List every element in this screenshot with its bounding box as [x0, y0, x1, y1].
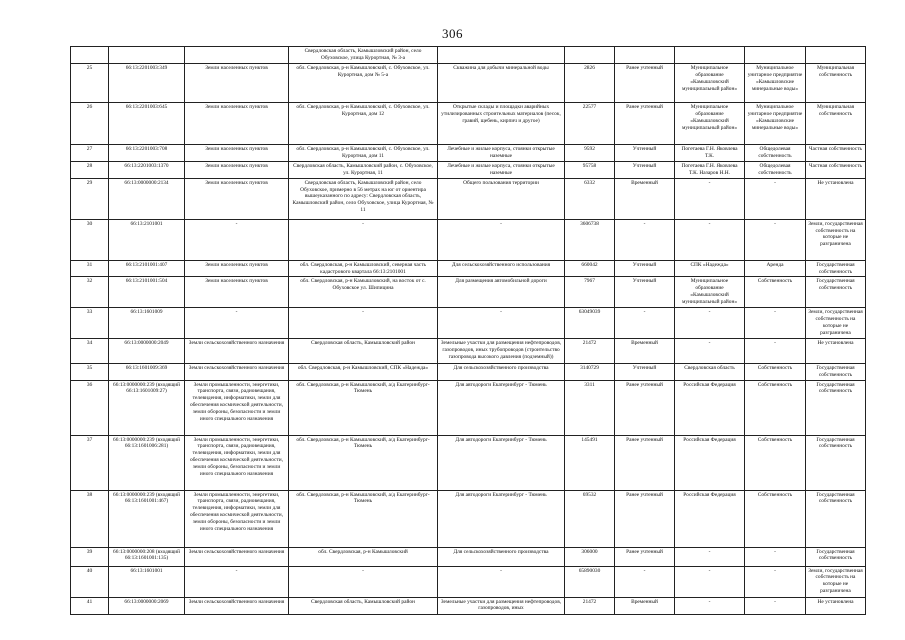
area-cell: 660042 — [565, 260, 615, 277]
area-cell: 7967 — [565, 277, 615, 308]
area-cell: 63049039 — [565, 308, 615, 339]
address-cell: - — [289, 308, 438, 339]
owner-cell: Российская Федерация — [675, 435, 745, 490]
permitted-use-cell: Общего пользования территории — [438, 178, 565, 219]
table-row — [71, 47, 866, 64]
cadastral-number-cell: 66:13:0000000:2049 — [109, 338, 185, 363]
land-category-cell: Земли населенных пунктов — [185, 178, 289, 219]
land-category-cell: Земли сельскохозяйственного назначения — [185, 363, 289, 380]
address-cell: обл. Свердловская, р-н Камышловский — [289, 547, 438, 566]
status-cell: Ранее учтенный — [615, 102, 675, 144]
address-cell: - — [289, 219, 438, 260]
area-cell: 21472 — [565, 597, 615, 614]
table-row — [71, 490, 866, 547]
area-cell: 3606738 — [565, 219, 615, 260]
row-number-cell: 41 — [71, 597, 109, 614]
land-category-cell: Земли населенных пунктов — [185, 102, 289, 144]
right-type-cell: Собственность — [745, 363, 806, 380]
cadastral-number-cell: 66:13:2101001 — [109, 219, 185, 260]
status-cell: Учтенный — [615, 161, 675, 178]
ownership-form-cell: Земли, государственная собственность на которые не разграничена — [806, 308, 866, 339]
cadastral-number-cell: 66:13:0000000:239 (входящий 66:13:1601001:467) — [109, 490, 185, 547]
row-number-cell: 32 — [71, 277, 109, 308]
table-row — [71, 597, 866, 614]
owner-cell: - — [675, 338, 745, 363]
row-number-cell: 36 — [71, 380, 109, 435]
permitted-use-cell: - — [438, 566, 565, 597]
row-number-cell: 26 — [71, 102, 109, 144]
row-number-cell: 27 — [71, 144, 109, 161]
table-row — [71, 63, 866, 102]
permitted-use-cell: Открытые склады и площадки аварийных утилизированных строительных материалов (песок, гравий, щебень, кирпич и другое) — [438, 102, 565, 144]
owner-cell: Российская Федерация — [675, 380, 745, 435]
table-row — [71, 161, 866, 178]
right-type-cell: - — [745, 308, 806, 339]
status-cell: Временный — [615, 178, 675, 219]
permitted-use-cell: Для автодороги Екатеринбург - Тюмень — [438, 490, 565, 547]
cadastral-number-cell: 66:13:2201003:708 — [109, 144, 185, 161]
status-cell: Учтенный — [615, 144, 675, 161]
right-type-cell: Общедолевая собственность — [745, 161, 806, 178]
address-cell: Свердловская область, Камышловский район — [289, 338, 438, 363]
area-cell: 3140729 — [565, 363, 615, 380]
ownership-form-cell: Не установлена — [806, 178, 866, 219]
cadastral-number-cell: 66:13:0000000:2134 — [109, 178, 185, 219]
status-cell: Учтенный — [615, 277, 675, 308]
table-row — [71, 260, 866, 277]
land-category-cell: Земли сельскохозяйственного назначения — [185, 338, 289, 363]
permitted-use-cell: Скважина для добычи минеральной воды — [438, 63, 565, 102]
permitted-use-cell: Для сельскохозяйственного производства — [438, 363, 565, 380]
permitted-use-cell: Для автодороги Екатеринбург - Тюмень — [438, 380, 565, 435]
area-cell: 22577 — [565, 102, 615, 144]
row-number-cell: 33 — [71, 308, 109, 339]
address-cell: обл. Свердловская, р-н Камышловский, с. Обуховское, ул. Курортная, дом № 5-а — [289, 63, 438, 102]
cadastral-number-cell — [109, 47, 185, 64]
table-row — [71, 338, 866, 363]
right-type-cell: Муниципальное унитарное предприятие «Камышловские минеральные воды» — [745, 63, 806, 102]
land-plots-table — [70, 46, 866, 615]
row-number-cell: 38 — [71, 490, 109, 547]
address-cell: обл. Свердловская, р-н Камышловский, а/д Екатеринбург-Тюмень — [289, 380, 438, 435]
area-cell: 2826 — [565, 63, 615, 102]
status-cell: - — [615, 308, 675, 339]
owner-cell: Муниципальное образование «Камышловский муниципальный район» — [675, 102, 745, 144]
row-number-cell: 30 — [71, 219, 109, 260]
address-cell: обл. Свердловская, р-н Камышловский, а/д Екатеринбург-Тюмень — [289, 490, 438, 547]
right-type-cell — [745, 47, 806, 64]
permitted-use-cell: Лечебные и жилые корпуса, стоянки открытые наземные — [438, 144, 565, 161]
land-category-cell: Земли населенных пунктов — [185, 144, 289, 161]
land-category-cell: Земли населенных пунктов — [185, 260, 289, 277]
row-number-cell: 29 — [71, 178, 109, 219]
table-row — [71, 178, 866, 219]
cadastral-number-cell: 66:13:1601009:369 — [109, 363, 185, 380]
ownership-form-cell: Государственная собственность — [806, 277, 866, 308]
row-number-cell: 37 — [71, 435, 109, 490]
table-row — [71, 435, 866, 490]
address-cell: обл. Свердловская, р-н Камышловский, СПК «Надежда» — [289, 363, 438, 380]
table-row — [71, 308, 866, 339]
owner-cell: Погетаева Г.Н. Яковлева Т.К. Назаров Н.Н. — [675, 161, 745, 178]
address-cell: обл. Свердловская, р-н Камышловский, с. Обуховское, ул. Курортная, дом 12 — [289, 102, 438, 144]
cadastral-number-cell: 66:13:2101001:504 — [109, 277, 185, 308]
address-cell: Свердловская область, Камышловский район, село Обуховское, улица Курортная, № 3-а — [289, 47, 438, 64]
table-row — [71, 277, 866, 308]
cadastral-number-cell: 66:13:0000000:208 (входящий 66:13:1601001:135) — [109, 547, 185, 566]
land-category-cell: - — [185, 219, 289, 260]
owner-cell: - — [675, 566, 745, 597]
address-cell: обл. Свердловская, р-н Камышловский, северная часть кадастрового квартала 66:13:2101001 — [289, 260, 438, 277]
status-cell: Учтенный — [615, 260, 675, 277]
right-type-cell: Собственность — [745, 277, 806, 308]
area-cell: 6332 — [565, 178, 615, 219]
ownership-form-cell: Государственная собственность — [806, 260, 866, 277]
status-cell: - — [615, 566, 675, 597]
permitted-use-cell: Для автодороги Екатеринбург - Тюмень — [438, 435, 565, 490]
permitted-use-cell: Земельные участки для размещения нефтепроводов, газопроводов, иных — [438, 597, 565, 614]
ownership-form-cell: Земли, государственная собственность на которые не разграничена — [806, 566, 866, 597]
ownership-form-cell: Государственная собственность — [806, 380, 866, 435]
permitted-use-cell: Для сельскохозяйственного производства — [438, 547, 565, 566]
status-cell: Ранее учтенный — [615, 63, 675, 102]
right-type-cell: Общедолевая собственность — [745, 144, 806, 161]
owner-cell: - — [675, 219, 745, 260]
address-cell: Свердловская область, Камышловский район, с. Обуховское, ул. Курортная, 11 — [289, 161, 438, 178]
status-cell: Ранее учтенный — [615, 490, 675, 547]
area-cell: 69532 — [565, 490, 615, 547]
status-cell: Ранее учтенный — [615, 547, 675, 566]
row-number-cell: 40 — [71, 566, 109, 597]
right-type-cell: Муниципальное унитарное предприятие «Камышловские минеральные воды» — [745, 102, 806, 144]
land-category-cell: Земли населенных пунктов — [185, 63, 289, 102]
area-cell: 9592 — [565, 144, 615, 161]
right-type-cell: - — [745, 547, 806, 566]
table-row — [71, 102, 866, 144]
land-category-cell: Земли населенных пунктов — [185, 161, 289, 178]
land-category-cell: Земли промышленности, энергетики, транспорта, связи, радиовещания, телевидения, информатики, земли для обеспечения космической деятельности, земли обороны, безопасности и земли иного специального назначения — [185, 435, 289, 490]
row-number-cell: 25 — [71, 63, 109, 102]
table-row — [71, 547, 866, 566]
table-row — [71, 380, 866, 435]
cadastral-number-cell: 66:13:0000000:239 (входящий 66:13:1601006:281) — [109, 435, 185, 490]
right-type-cell: - — [745, 178, 806, 219]
status-cell: Ранее учтенный — [615, 435, 675, 490]
address-cell: обл. Свердловская, р-н Камышловский, с. Обуховское, ул. Курортная, дом 11 — [289, 144, 438, 161]
area-cell: 306000 — [565, 547, 615, 566]
right-type-cell: - — [745, 566, 806, 597]
cadastral-number-cell: 66:13:2101001:407 — [109, 260, 185, 277]
status-cell: Временный — [615, 338, 675, 363]
row-number-cell — [71, 47, 109, 64]
row-number-cell: 39 — [71, 547, 109, 566]
owner-cell: Свердловская область — [675, 363, 745, 380]
land-category-cell: Земли сельскохозяйственного назначения — [185, 547, 289, 566]
owner-cell: - — [675, 547, 745, 566]
permitted-use-cell — [438, 47, 565, 64]
address-cell: обл. Свердловская, р-н Камышловский, на восток от с. Обуховское ул. Шипицина — [289, 277, 438, 308]
table-row — [71, 144, 866, 161]
row-number-cell: 34 — [71, 338, 109, 363]
owner-cell: Погетаева Г.Н. Яковлева Т.К. — [675, 144, 745, 161]
table-row — [71, 219, 866, 260]
ownership-form-cell: Частная собственность — [806, 144, 866, 161]
right-type-cell: - — [745, 597, 806, 614]
right-type-cell: - — [745, 338, 806, 363]
ownership-form-cell: Государственная собственность — [806, 490, 866, 547]
right-type-cell: Собственность — [745, 435, 806, 490]
ownership-form-cell: Государственная собственность — [806, 363, 866, 380]
ownership-form-cell: Муниципальная собственность — [806, 63, 866, 102]
owner-cell: - — [675, 178, 745, 219]
table-row — [71, 566, 866, 597]
cadastral-number-cell: 66:13:1601009 — [109, 308, 185, 339]
right-type-cell: Собственность — [745, 380, 806, 435]
permitted-use-cell: - — [438, 219, 565, 260]
ownership-form-cell: Частная собственность — [806, 161, 866, 178]
owner-cell: - — [675, 597, 745, 614]
row-number-cell: 31 — [71, 260, 109, 277]
cadastral-number-cell: 66:13:2201003:1370 — [109, 161, 185, 178]
cadastral-number-cell: 66:13:0000000:239 (входящий 66:13:1601009:27) — [109, 380, 185, 435]
permitted-use-cell: Для сельскохозяйственного использования — [438, 260, 565, 277]
ownership-form-cell: Государственная собственность — [806, 435, 866, 490]
area-cell: 145491 — [565, 435, 615, 490]
owner-cell: СПК «Надежда» — [675, 260, 745, 277]
area-cell: 95758 — [565, 161, 615, 178]
permitted-use-cell: Лечебные и жилые корпуса, стоянки открытые наземные — [438, 161, 565, 178]
table-row — [71, 363, 866, 380]
ownership-form-cell: Муниципальная собственность — [806, 102, 866, 144]
cadastral-number-cell: 66:13:1601001 — [109, 566, 185, 597]
address-cell: Свердловская область, Камышловский район — [289, 597, 438, 614]
owner-cell: - — [675, 308, 745, 339]
status-cell: Ранее учтенный — [615, 380, 675, 435]
land-category-cell: - — [185, 308, 289, 339]
land-category-cell: Земли промышленности, энергетики, транспорта, связи, радиовещания, телевидения, информатики, земли для обеспечения космической деятельности, земли обороны, безопасности и земли иного специального назначения — [185, 490, 289, 547]
permitted-use-cell: Для размещения автомобильной дороги — [438, 277, 565, 308]
status-cell: Учтенный — [615, 363, 675, 380]
ownership-form-cell: Земли, государственная собственность на которые не разграничена — [806, 219, 866, 260]
land-category-cell: - — [185, 566, 289, 597]
owner-cell: Российская Федерация — [675, 490, 745, 547]
status-cell: - — [615, 219, 675, 260]
land-category-cell: Земли населенных пунктов — [185, 277, 289, 308]
right-type-cell: Собственность — [745, 490, 806, 547]
ownership-form-cell — [806, 47, 866, 64]
page-number: 306 — [442, 26, 463, 41]
area-cell — [565, 47, 615, 64]
area-cell: 21472 — [565, 338, 615, 363]
status-cell — [615, 47, 675, 64]
cadastral-number-cell: 66:13:2201003:349 — [109, 63, 185, 102]
land-category-cell: Земли промышленности, энергетики, транспорта, связи, радиовещания, телевидения, информатики, земли для обеспечения космической деятельности, земли обороны, безопасности и земли иного специального назначения — [185, 380, 289, 435]
status-cell: Временный — [615, 597, 675, 614]
row-number-cell: 35 — [71, 363, 109, 380]
permitted-use-cell: - — [438, 308, 565, 339]
cadastral-number-cell: 66:13:0000000:2069 — [109, 597, 185, 614]
ownership-form-cell: Государственная собственность — [806, 547, 866, 566]
area-cell: 3311 — [565, 380, 615, 435]
cadastral-number-cell: 66:13:2201003:645 — [109, 102, 185, 144]
owner-cell — [675, 47, 745, 64]
address-cell: обл. Свердловская, р-н Камышловский, а/д Екатеринбург-Тюмень — [289, 435, 438, 490]
owner-cell: Муниципальное образование «Камышловский муниципальный район» — [675, 63, 745, 102]
row-number-cell: 28 — [71, 161, 109, 178]
owner-cell: Муниципальное образование «Камышловский муниципальный район» — [675, 277, 745, 308]
right-type-cell: Аренда — [745, 260, 806, 277]
ownership-form-cell: Не установлена — [806, 597, 866, 614]
permitted-use-cell: Земельные участки для размещения нефтепроводов, газопроводов, иных трубопроводов (строительство газопровода высокого давления (подземный)) — [438, 338, 565, 363]
land-category-cell: Земли сельскохозяйственного назначения — [185, 597, 289, 614]
address-cell: Свердловская область, Камышловский район, село Обуховское, примерно в 56 метрах на юг от ориентира вышеуказанного по адресу: Свердловская область, Камышловский район, село Обуховское, улица Курортная, № 11 — [289, 178, 438, 219]
land-category-cell — [185, 47, 289, 64]
area-cell: 65890030 — [565, 566, 615, 597]
right-type-cell: - — [745, 219, 806, 260]
ownership-form-cell: Не установлена — [806, 338, 866, 363]
address-cell: - — [289, 566, 438, 597]
